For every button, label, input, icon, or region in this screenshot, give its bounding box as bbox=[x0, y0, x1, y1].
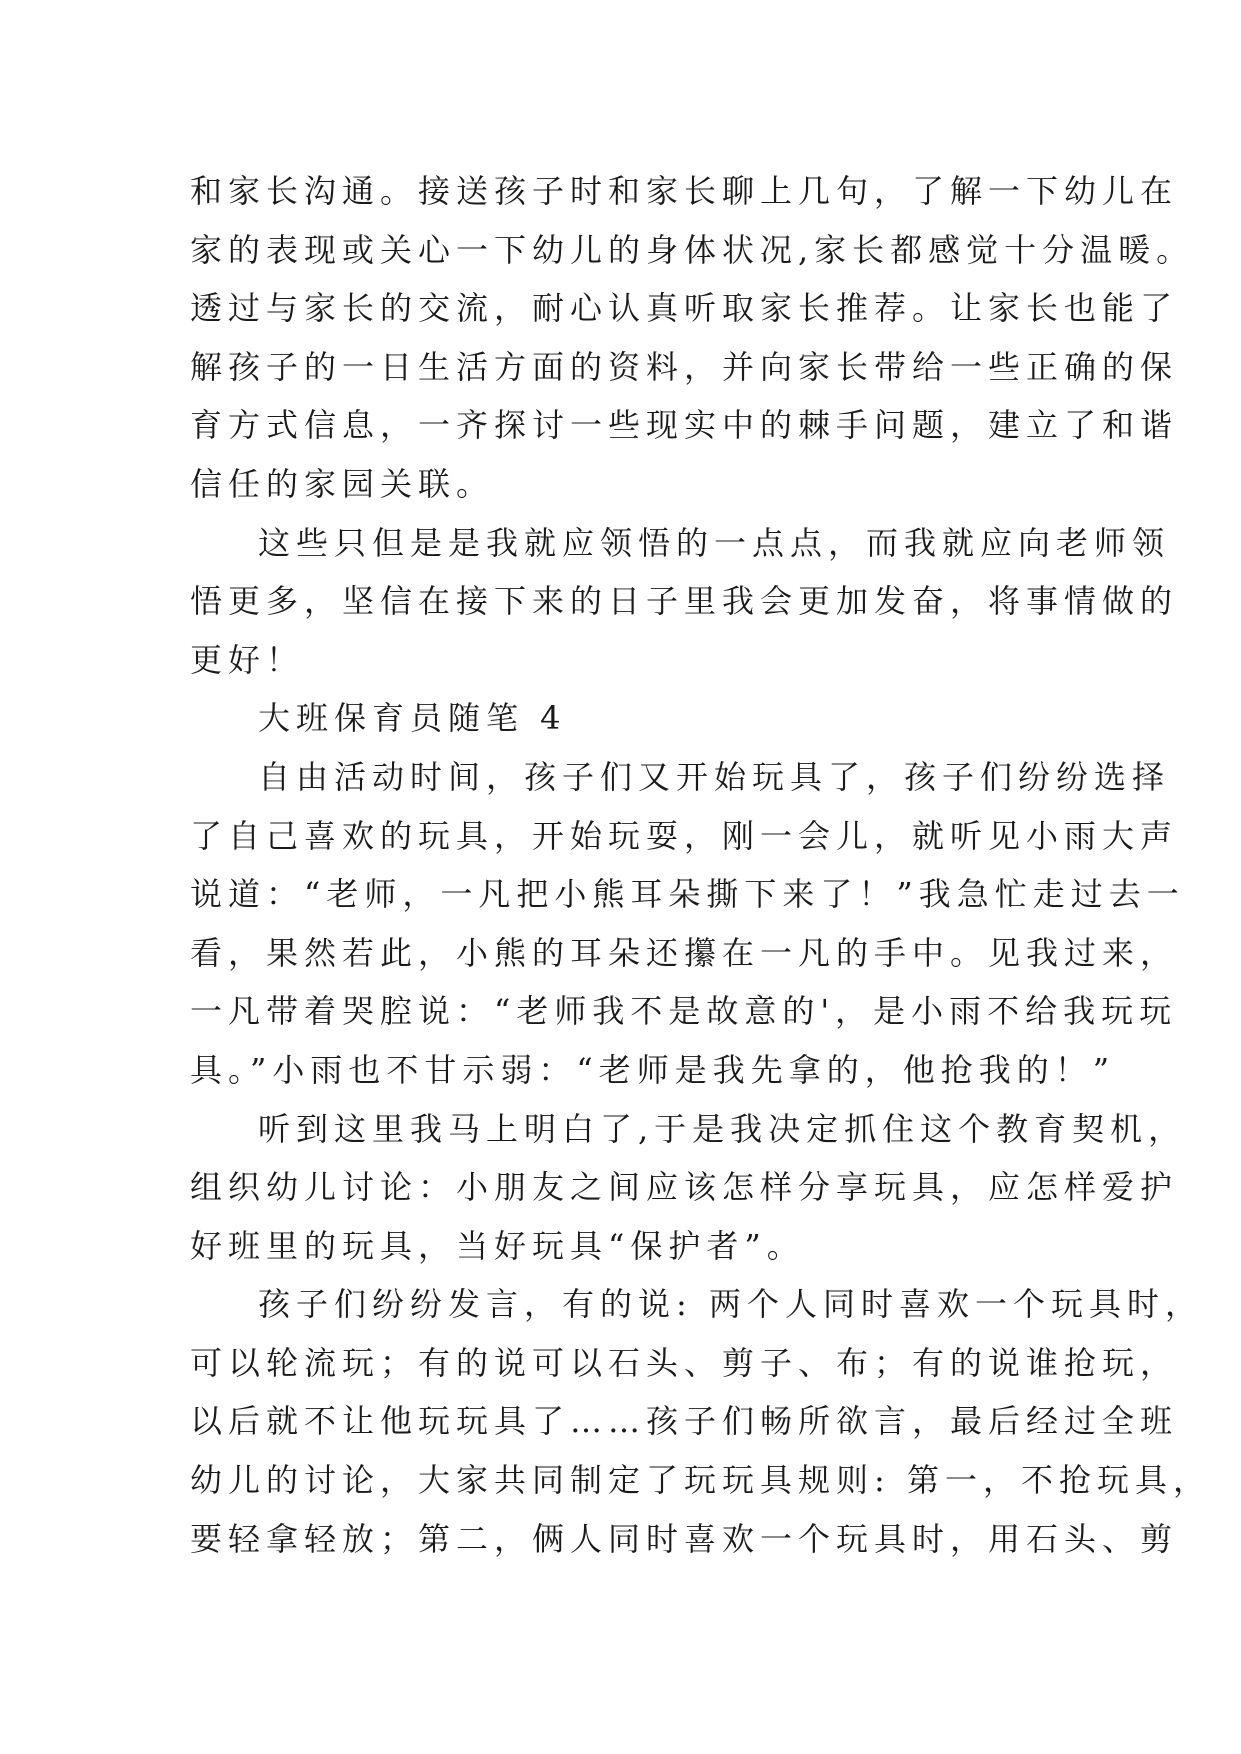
text-line: 信任的家园关联。 bbox=[190, 464, 495, 503]
section-heading: 大班保育员随笔 4 bbox=[258, 699, 567, 738]
text-line: 家的表现或关心一下幼儿的身体状况,家长都感觉十分温暖。 bbox=[190, 230, 1195, 269]
paragraph-start-line: 这些只但是是我就应领悟的一点点，而我就应向老师领 bbox=[258, 523, 1171, 562]
text-line: 育方式信息，一齐探讨一些现实中的棘手问题，建立了和谐 bbox=[190, 406, 1179, 445]
text-line: 好班里的玩具，当好玩具“保护者”。 bbox=[190, 1226, 805, 1265]
text-line: 具。”小雨也不甘示弱：“老师是我先拿的，他抢我的！” bbox=[190, 1050, 1116, 1089]
text-line: 说道：“老师，一凡把小熊耳朵撕下来了！”我急忙走过去一 bbox=[190, 875, 1185, 914]
text-line: 幼儿的讨论，大家共同制定了玩玩具规则: 第一，不抢玩具， bbox=[190, 1461, 1211, 1500]
text-line: 可以轮流玩；有的说可以石头、剪子、布；有的说谁抢玩， bbox=[190, 1343, 1179, 1382]
text-line: 组织幼儿讨论：小朋友之间应该怎样分享玩具，应怎样爱护 bbox=[190, 1168, 1179, 1207]
text-line: 一凡带着哭腔说：“老师我不是故意的'，是小雨不给我玩玩 bbox=[190, 992, 1178, 1031]
paragraph-start-line: 听到这里我马上明白了,于是我决定抓住这个教育契机， bbox=[258, 1109, 1187, 1148]
text-line: 和家长沟通。接送孩子时和家长聊上几句，了解一下幼儿在 bbox=[190, 172, 1179, 210]
text-line: 更好！ bbox=[190, 640, 305, 679]
paragraph-start-line: 孩子们纷纷发言，有的说: 两个人同时喜欢一个玩具时， bbox=[258, 1285, 1203, 1324]
text-line: 解孩子的一日生活方面的资料，并向家长带给一些正确的保 bbox=[190, 347, 1179, 386]
text-line: 了自己喜欢的玩具，开始玩耍，刚一会儿，就听见小雨大声 bbox=[190, 816, 1179, 855]
document-body bbox=[190, 162, 1211, 1568]
text-line: 要轻拿轻放；第二，俩人同时喜欢一个玩具时，用石头、剪 bbox=[190, 1519, 1179, 1558]
text-line: 看，果然若此，小熊的耳朵还攥在一凡的手中。见我过来， bbox=[190, 933, 1179, 972]
paragraph-start-line: 自由活动时间，孩子们又开始玩具了，孩子们纷纷选择 bbox=[258, 757, 1171, 796]
text-line: 以后就不让他玩玩具了……孩子们畅所欲言，最后经过全班 bbox=[190, 1402, 1179, 1441]
text-line: 透过与家长的交流，耐心认真听取家长推荐。让家长也能了 bbox=[190, 289, 1179, 328]
text-line: 悟更多，坚信在接下来的日子里我会更加发奋，将事情做的 bbox=[190, 582, 1179, 621]
